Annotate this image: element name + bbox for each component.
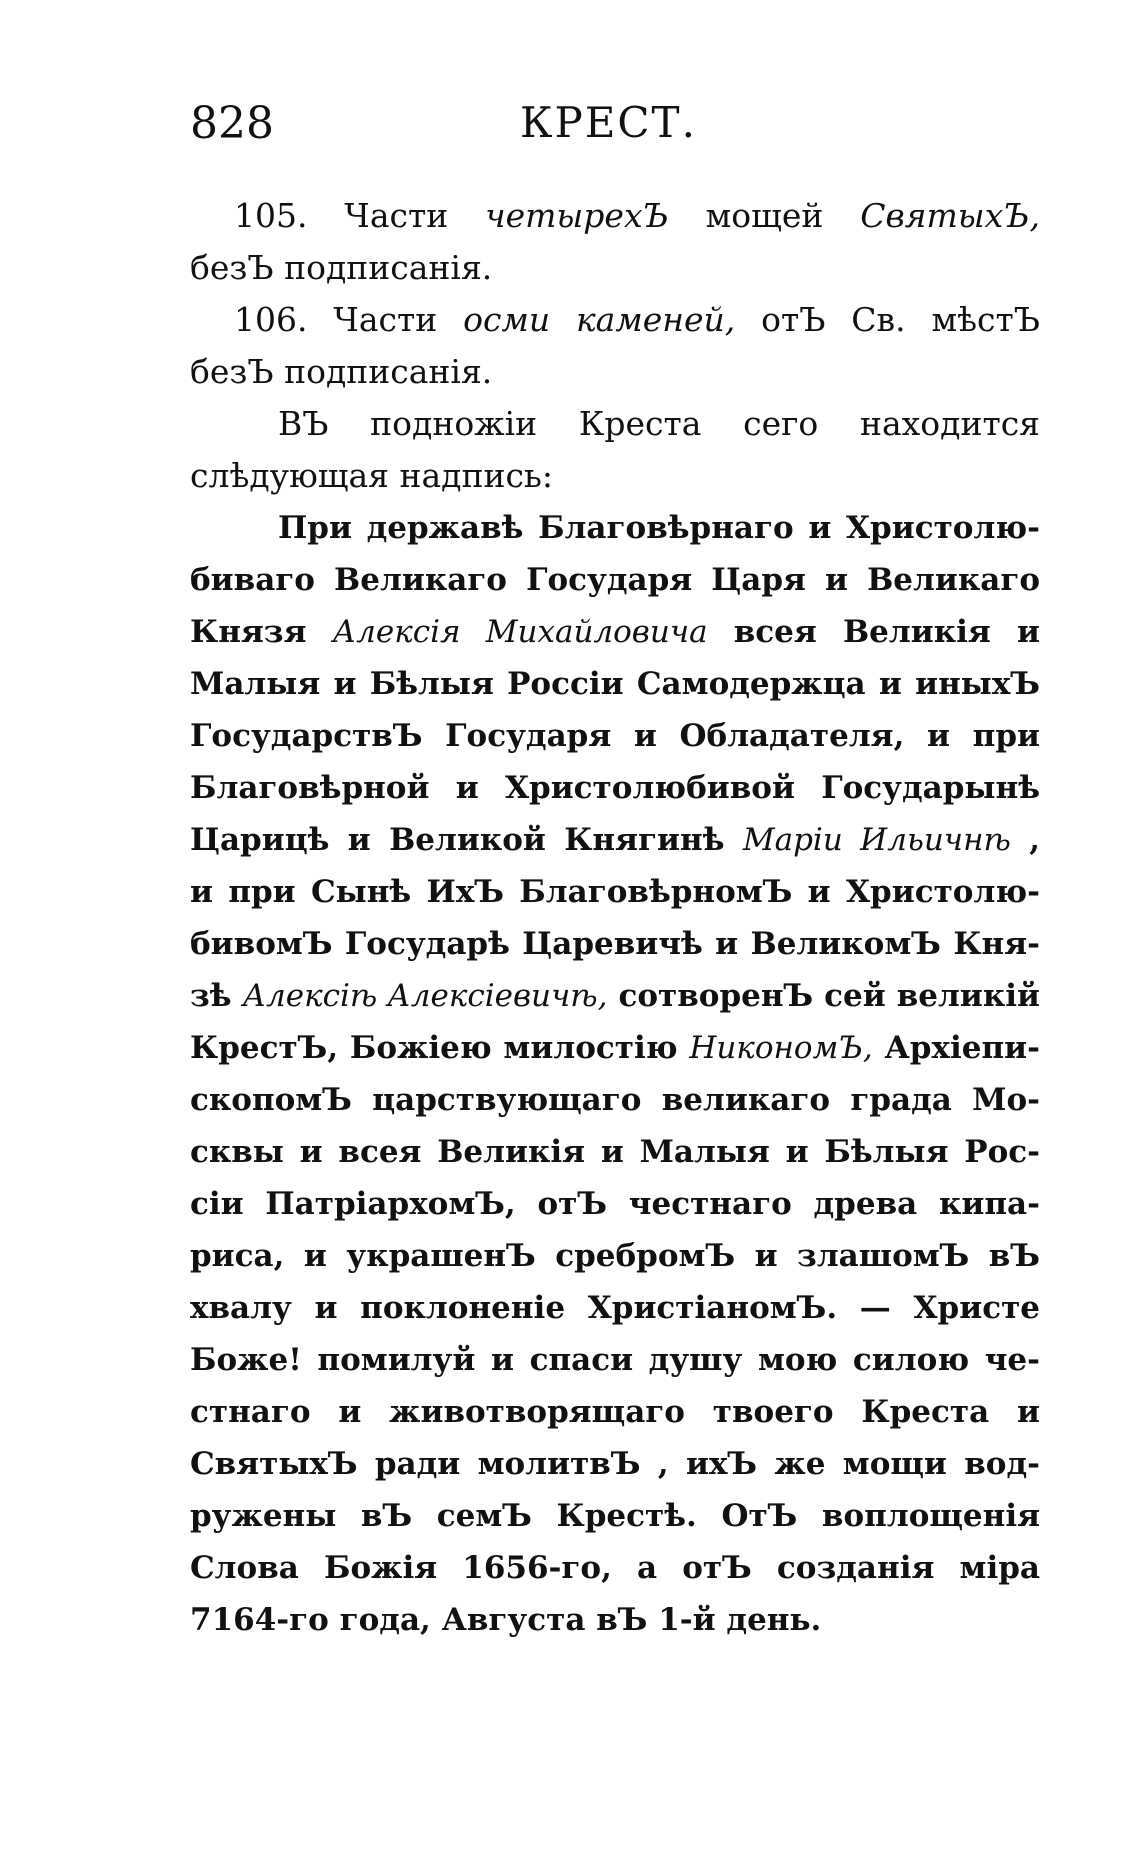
inscription-line (190, 606, 1040, 658)
inscription-line (190, 918, 1040, 970)
inscription-line (190, 1074, 1040, 1126)
inscription-line (190, 1178, 1040, 1230)
text-run: 106. Части (234, 300, 464, 339)
text-run: Боже! помилуй и спаси душу мою силою че- (190, 1342, 1040, 1378)
italic-name: НикономЪ, (689, 1030, 873, 1066)
text-run: безЪ подписанія. (190, 352, 493, 391)
inscription-line (190, 1386, 1040, 1438)
page-header (190, 98, 1010, 158)
text-line-intro (190, 398, 1040, 450)
text-run: сотворенЪ сей великій (607, 978, 1041, 1014)
text-run: слѣдующая надпись: (190, 456, 554, 495)
text-run: Царицѣ и Великой Княгинѣ (190, 822, 743, 858)
inscription-line (190, 814, 1040, 866)
text-run: биваго Великаго Государя Царя и Великаго (190, 562, 1040, 598)
inscription-line (190, 1126, 1040, 1178)
italic-name: СвятыхЪ, (860, 196, 1040, 235)
italic-name: Алексіѣ Алексіевичѣ, (242, 978, 608, 1014)
text-line (190, 242, 1040, 294)
text-run: Архіепи- (872, 1030, 1040, 1066)
running-head: КРЕСТ. (520, 98, 697, 147)
text-run: всея Великія и (707, 614, 1040, 650)
text-run: 7164-го года, Августа вЪ 1-й день. (190, 1602, 822, 1638)
text-run: Благовѣрной и Христолюбивой Государынѣ (190, 770, 1040, 806)
inscription-line (190, 1282, 1040, 1334)
inscription-line (190, 1438, 1040, 1490)
text-run: Слова Божія 1656-го, а отЪ созданія міра (190, 1550, 1040, 1586)
text-run: ружены вЪ семЪ Крестѣ. ОтЪ воплощенія (190, 1498, 1040, 1534)
text-run: Малыя и Бѣлыя Россіи Самодержца и иныхЪ (190, 666, 1040, 702)
body-text (190, 190, 1040, 1646)
inscription-line (190, 658, 1040, 710)
text-run: КрестЪ, Божіею милостію (190, 1030, 690, 1066)
text-line-relic-105 (190, 190, 1040, 242)
inscription-line (190, 1490, 1040, 1542)
inscription-line (190, 1334, 1040, 1386)
text-run: СвятыхЪ ради молитвЪ , ихЪ же мощи вод- (190, 1446, 1040, 1482)
text-run: риса, и украшенЪ сребромЪ и злашомЪ вЪ (190, 1238, 1040, 1274)
inscription-line (190, 970, 1040, 1022)
text-run: , (1010, 822, 1040, 858)
italic-name: Маріи Ильичнѣ (742, 822, 1011, 858)
italic-name: четырехЪ (485, 196, 669, 235)
text-run: бивомЪ Государѣ Царевичѣ и ВеликомЪ Кня- (190, 926, 1040, 962)
page-number: 828 (190, 98, 274, 149)
text-run: зѣ (190, 978, 243, 1014)
inscription-line (190, 1230, 1040, 1282)
text-run: скопомЪ царствующаго великаго града Мо- (190, 1082, 1040, 1118)
text-run: стнаго и животворящаго твоего Креста и (190, 1394, 1040, 1430)
text-line-relic-106 (190, 294, 1040, 346)
inscription-line (190, 866, 1040, 918)
inscription-line (190, 1594, 1040, 1646)
text-run: ВЪ подножіи Креста сего находится (278, 404, 1040, 443)
text-run: мощей (668, 196, 861, 235)
inscription-line (190, 502, 1040, 554)
inscription-line (190, 1022, 1040, 1074)
inscription-line (190, 554, 1040, 606)
italic-name: осми каменей, (463, 300, 736, 339)
italic-name: Алексія Михайловича (332, 614, 708, 650)
text-run: При державѣ Благовѣрнаго и Христолю- (278, 510, 1040, 546)
text-run: Князя (190, 614, 333, 650)
text-line (190, 346, 1040, 398)
text-run: хвалу и поклоненіе ХристіаномЪ. — Христе (190, 1290, 1040, 1326)
text-run: сквы и всея Великія и Малыя и Бѣлыя Рос- (190, 1134, 1040, 1170)
text-run: сіи ПатріархомЪ, отЪ честнаго древа кипа- (190, 1186, 1040, 1222)
text-run: 105. Части (234, 196, 486, 235)
text-line (190, 450, 1040, 502)
text-run: безЪ подписанія. (190, 248, 493, 287)
inscription-line (190, 1542, 1040, 1594)
text-run: и при Сынѣ ИхЪ БлаговѣрномЪ и Христолю- (190, 874, 1040, 910)
text-run: ГосударствЪ Государя и Обладателя, и при (190, 718, 1040, 754)
inscription-line (190, 762, 1040, 814)
inscription-line (190, 710, 1040, 762)
text-run: отЪ Св. мѣстЪ (735, 300, 1041, 339)
